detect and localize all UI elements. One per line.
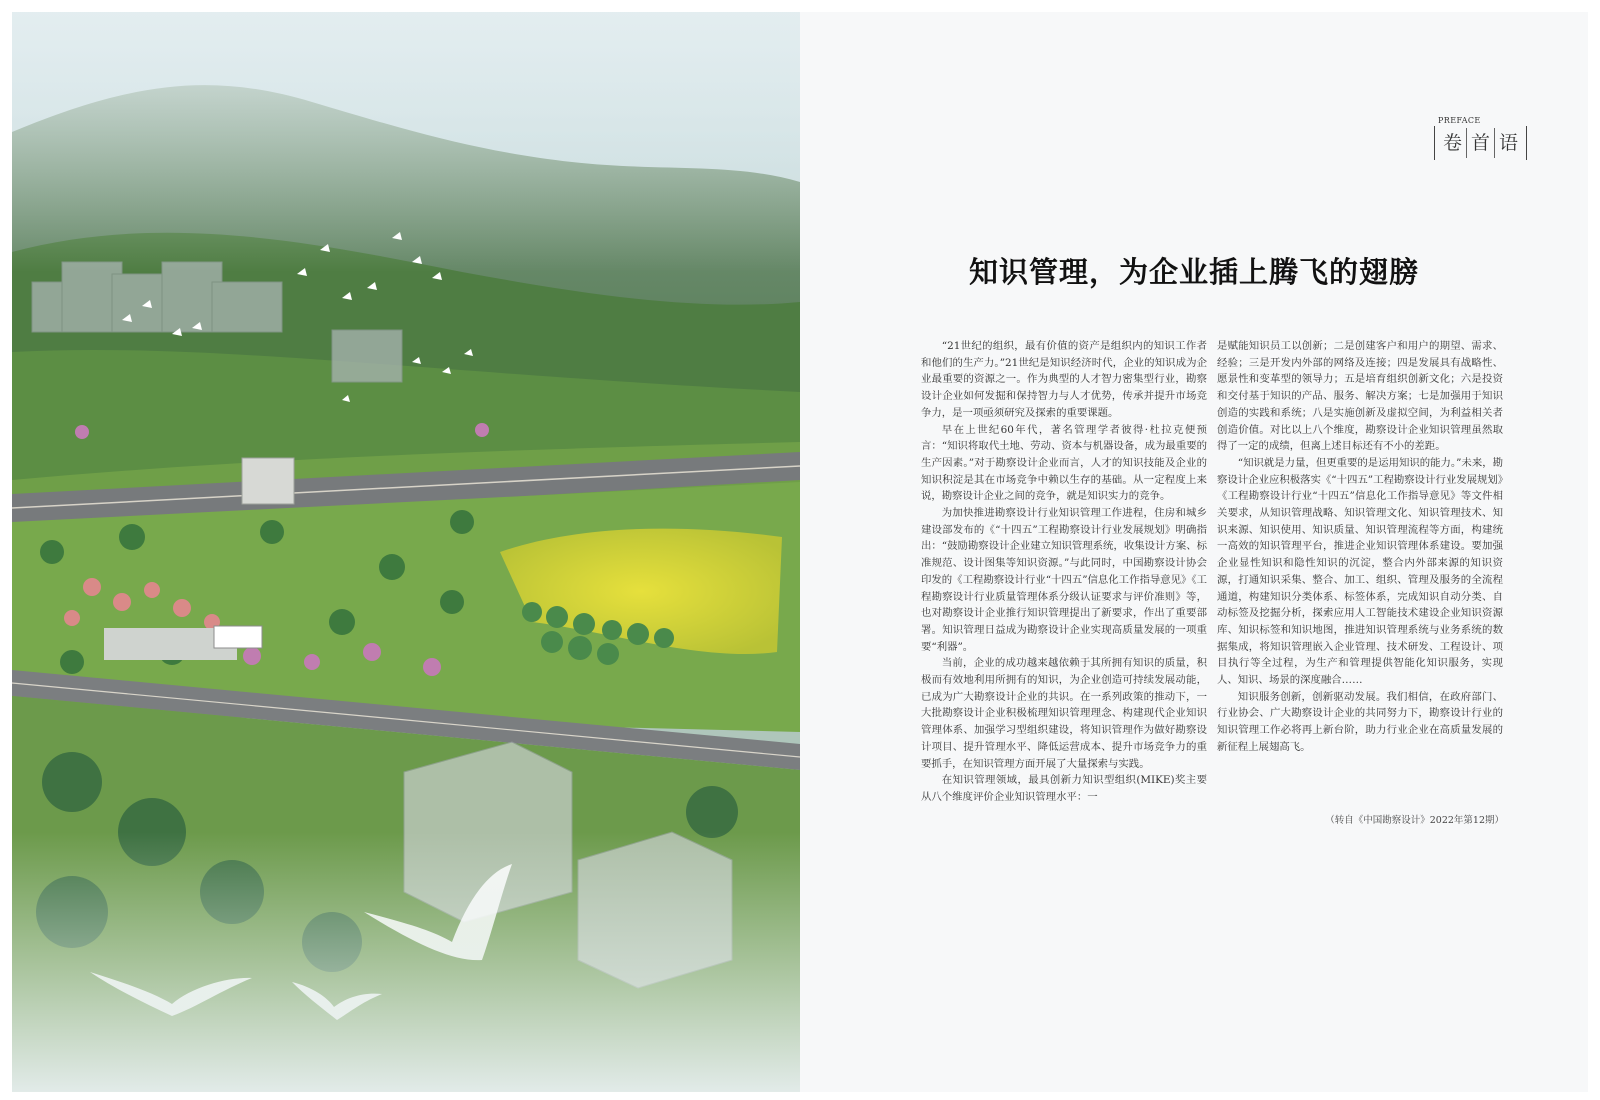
aerial-landscape-rendering xyxy=(12,12,800,1092)
paragraph: 当前，企业的成功越来越依赖于其所拥有知识的质量，积极而有效地利用所拥有的知识，为企业创造可持续发展动能，已成为广大勘察设计企业的共识。在一系列政策的推动下，一大批勘察设计企业积极梳理知识管理理念、构建现代企业知识管理体系、加强学习型组织建设，将知识管理作为做好勘察设计项目、提升管理水平、降低运营成本、提升市场竞争力的重要抓手，在知识管理方面开展了大量探索与实践。 xyxy=(921,657,1207,770)
landscape-illustration xyxy=(12,12,800,1092)
paragraph: 为加快推进勘察设计行业知识管理工作进程，住房和城乡建设部发布的《“十四五”工程勘察设计行业发展规划》明确指出：“鼓励勘察设计企业建立知识管理系统，收集设计方案、标准规范、设计图集等知识资源。”与此同时，中国勘察设计协会印发的《工程勘察设计行业“十四五”信息化工作指导意见》《工程勘察设计行业质量管理体系分级认证要求与评价准则》等，也对勘察设计企业推行知识管理提出了新要求，作出了重要部署。知识管理日益成为勘察设计企业实现高质量发展的一项重要“利器”。 xyxy=(921,507,1207,653)
paragraph: 在知识管理领域，最具创新力知识型组织(MIKE)奖主要从八个维度评价企业知识管理水平：一 xyxy=(921,774,1207,803)
paragraph: “21世纪的组织，最有价值的资产是组织内的知识工作者和他们的生产力。”21世纪是知识经济时代，企业的知识成为企业最重要的资源之一。作为典型的人才智力密集型行业，勘察设计企业如何发掘和保持智力与人才优势，传承并提升市场竞争力，是一项亟须研究及探索的重要课题。 xyxy=(921,340,1207,419)
paragraph: “知识就是力量，但更重要的是运用知识的能力。”未来，勘察设计企业应积极落实《“十四五”工程勘察设计行业发展规划》《工程勘察设计行业“十四五”信息化工作指导意见》等文件相关要求，从知识管理战略、知识管理文化、知识管理技术、知识来源、知识使用、知识质量、知识管理流程等方面，构建统一高效的知识管理平台，推进企业知识管理体系建设。要加强企业显性知识和隐性知识的沉淀，整合内外部来源的知识资源，打通知识采集、整合、加工、组织、管理及服务的全流程通道，构建知识分类体系、标签体系，完成知识自动分类、自动标签及挖掘分析，探索应用人工智能技术建设企业知识资源库、知识标签和知识地图，推进知识管理系统与业务系统的数据集成，将知识管理嵌入企业管理、技术研发、工程设计、项目执行等全过程，为生产和管理提供智能化知识服务，实现人、知识、场景的深度融合…… xyxy=(1217,456,1503,687)
paragraph-continued: 是赋能知识员工以创新；二是创建客户和用户的期望、需求、经验；三是开发内外部的网络及连接；四是发展具有战略性、愿景性和变革型的领导力；五是培育组织创新文化；六是投资和交付基于知识的产品、服务、解决方案；七是加强用于知识创造的实践和系统；八是实施创新及虚拟空间，为利益相关者创造价值。对比以上八个维度，勘察设计企业知识管理虽然取得了一定的成绩，但离上述目标还有不小的差距。 xyxy=(1217,340,1503,453)
source-note: （转自《中国勘察设计》2022年第12期） xyxy=(1325,815,1504,826)
paragraph: 知识服务创新，创新驱动发展。我们相信，在政府部门、行业协会、广大勘察设计企业的共同努力下，勘察设计行业的知识管理工作必将再上新台阶，助力行业企业在高质量发展的新征程上展翅高飞。 xyxy=(1217,690,1503,753)
text-page xyxy=(800,12,1588,1092)
text-column-left xyxy=(921,338,1207,806)
preface-char: 首 xyxy=(1466,128,1494,158)
preface-char: 语 xyxy=(1494,128,1522,158)
preface-column-mark xyxy=(1434,116,1519,168)
text-column-right xyxy=(1217,338,1503,756)
preface-char: 卷 xyxy=(1443,132,1463,154)
paragraph: 早在上世纪60年代，著名管理学者彼得·杜拉克便预言：“知识将取代土地、劳动、资本与机器设备，成为最重要的生产因素。”对于勘察设计企业而言，人才的知识技能及企业的知识积淀是其在市场竞争中赖以生存的基础。从一定程度上来说，勘察设计企业之间的竞争，就是知识实力的竞争。 xyxy=(921,423,1207,503)
preface-label-zh xyxy=(1434,126,1527,160)
article-title: 知识管理，为企业插上腾飞的翅膀 xyxy=(968,255,1419,289)
preface-label-en: PREFACE xyxy=(1438,116,1481,125)
